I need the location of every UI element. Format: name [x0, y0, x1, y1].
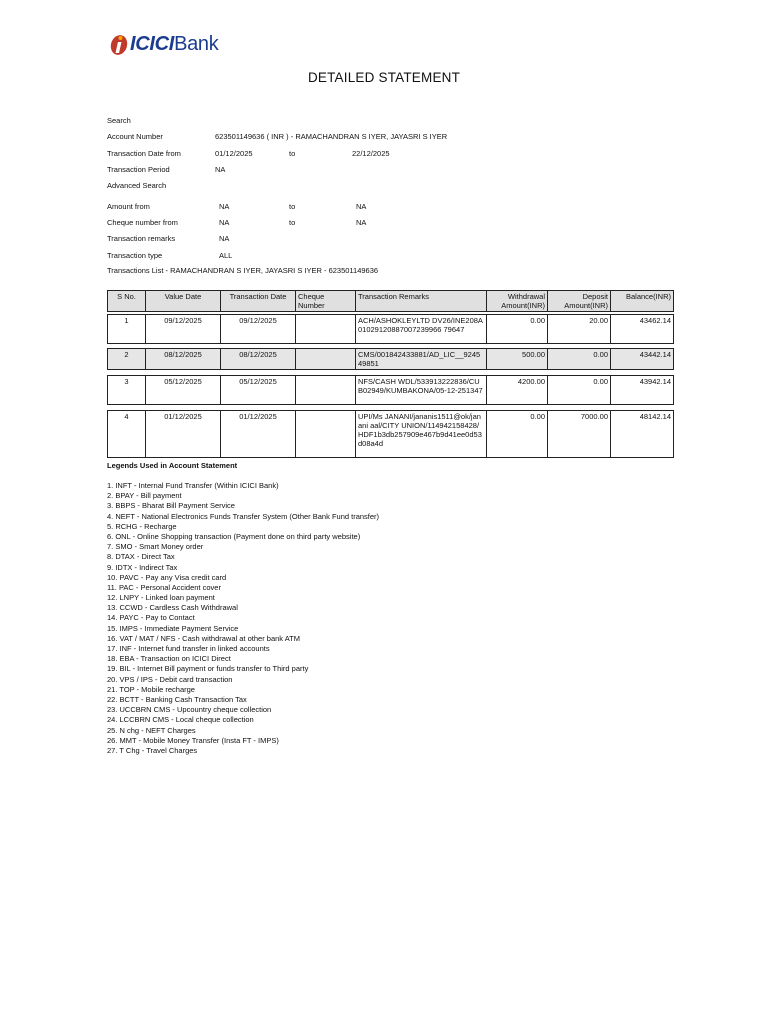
- transaction-period-value: NA: [215, 165, 226, 174]
- page-title: DETAILED STATEMENT: [307, 70, 461, 85]
- table-row: [107, 375, 674, 405]
- cell-sno: 1: [108, 315, 146, 344]
- cell-remarks: UPI/Ms JANANI/jananis1511@ok/janani aal/CITY UNION/114942158428/HDF1b3db257909e467b9d41ee0d53d08a4d: [356, 411, 487, 458]
- transaction-type-label: Transaction type: [107, 251, 163, 260]
- header-cheque-number: Cheque Number: [296, 291, 356, 312]
- list-item: 22. BCTT - Banking Cash Transaction Tax: [107, 694, 247, 704]
- list-item: 3. BBPS - Bharat Bill Payment Service: [107, 501, 235, 511]
- amount-to-label: to: [289, 202, 296, 211]
- list-item: 1. INFT - Internal Fund Transfer (Within ICICI Bank): [107, 481, 279, 490]
- list-item: 10. PAVC - Pay any Visa credit card: [107, 572, 227, 582]
- cell-transaction-date: 05/12/2025: [221, 376, 296, 405]
- list-item: 7. SMO - Smart Money order: [107, 542, 204, 552]
- list-item: 17. INF - Internet fund transfer in linked accounts: [107, 644, 270, 653]
- amount-from-value: NA: [219, 202, 230, 211]
- cheque-from-value: NA: [219, 218, 230, 227]
- cell-withdrawal: 0.00: [487, 411, 548, 458]
- date-to-value: 22/12/2025: [352, 149, 390, 158]
- cell-cheque-number: [296, 349, 356, 370]
- legend-title: Legends Used in Account Statement: [107, 461, 238, 470]
- table-row: [107, 410, 674, 458]
- header-balance: Balance(INR): [611, 291, 674, 312]
- list-item: 5. RCHG - Recharge: [107, 521, 177, 531]
- cell-cheque-number: [296, 376, 356, 405]
- transaction-remarks-label: Transaction remarks: [107, 234, 176, 243]
- header-withdrawal: Withdrawal Amount(INR): [487, 291, 548, 312]
- list-item: 13. CCWD - Cardless Cash Withdrawal: [107, 603, 238, 613]
- header-value-date: Value Date: [146, 291, 221, 312]
- list-item: 6. ONL - Online Shopping transaction (Payment done on third party website): [107, 531, 361, 541]
- bank-logo-wordmark: ICICIBank: [130, 32, 219, 55]
- cell-withdrawal: 500.00: [487, 349, 548, 370]
- legend-list: [107, 481, 379, 756]
- cell-balance: 48142.14: [611, 411, 674, 458]
- transactions-header-table: [107, 290, 674, 312]
- list-item: 8. DTAX - Direct Tax: [107, 552, 175, 562]
- list-item: 27. T Chg - Travel Charges: [107, 745, 198, 755]
- list-item: 18. EBA - Transaction on ICICI Direct: [107, 654, 231, 664]
- bank-logo: [108, 30, 218, 58]
- cell-deposit: 20.00: [548, 315, 611, 344]
- list-item: 24. LCCBRN CMS - Local cheque collection: [107, 715, 254, 725]
- cheque-to-value: NA: [356, 218, 367, 227]
- list-item: 26. MMT - Mobile Money Transfer (Insta FT - IMPS): [107, 735, 279, 745]
- cell-deposit: 7000.00: [548, 411, 611, 458]
- cell-sno: 2: [108, 349, 146, 370]
- transaction-period-label: Transaction Period: [107, 165, 170, 174]
- amount-from-label: Amount from: [107, 202, 150, 211]
- cell-value-date: 08/12/2025: [146, 349, 221, 370]
- cell-cheque-number: [296, 411, 356, 458]
- cell-remarks: CMS/001842433881/AD_LIC__924549851: [356, 349, 487, 370]
- list-item: 14. PAYC - Pay to Contact: [107, 613, 195, 623]
- search-heading: Search: [107, 116, 131, 125]
- cell-sno: 4: [108, 411, 146, 458]
- header-transaction-date: Transaction Date: [221, 291, 296, 312]
- cell-withdrawal: 0.00: [487, 315, 548, 344]
- date-from-label: Transaction Date from: [107, 149, 181, 158]
- list-item: 23. UCCBRN CMS - Upcountry cheque collection: [107, 705, 272, 715]
- transaction-remarks-value: NA: [219, 234, 230, 243]
- cell-withdrawal: 4200.00: [487, 376, 548, 405]
- cell-balance: 43942.14: [611, 376, 674, 405]
- date-to-label: to: [289, 149, 296, 158]
- list-item: 11. PAC - Personal Accident cover: [107, 582, 221, 592]
- advanced-search-heading: Advanced Search: [107, 181, 167, 190]
- cell-remarks: NFS/CASH WDL/533913222836/CUB02949/KUMBAKONA/05-12-251347: [356, 376, 487, 405]
- date-from-value: 01/12/2025: [215, 149, 253, 158]
- list-item: 15. IMPS - Immediate Payment Service: [107, 623, 239, 633]
- list-item: 20. VPS / IPS - Debit card transaction: [107, 674, 233, 684]
- list-item: 12. LNPY - Linked loan payment: [107, 593, 215, 603]
- cell-cheque-number: [296, 315, 356, 344]
- cell-deposit: 0.00: [548, 376, 611, 405]
- header-sno: S No.: [108, 291, 146, 312]
- transactions-list-title: Transactions List - RAMACHANDRAN S IYER, JAYASRI S IYER - 623501149636: [107, 266, 379, 275]
- cheque-to-label: to: [289, 218, 296, 227]
- account-number-value: 623501149636 ( INR ) - RAMACHANDRAN S IYER, JAYASRI S IYER: [215, 132, 448, 141]
- table-row: [107, 314, 674, 344]
- cell-transaction-date: 09/12/2025: [221, 315, 296, 344]
- account-number-label: Account Number: [107, 132, 163, 141]
- list-item: 2. BPAY - Bill payment: [107, 491, 182, 501]
- cell-balance: 43442.14: [611, 349, 674, 370]
- transaction-type-value: ALL: [219, 251, 233, 260]
- header-transaction-remarks: Transaction Remarks: [356, 291, 487, 312]
- cheque-from-label: Cheque number from: [107, 218, 178, 227]
- list-item: 9. IDTX - Indirect Tax: [107, 562, 178, 572]
- list-item: 19. BIL - Internet Bill payment or funds transfer to Third party: [107, 664, 309, 674]
- amount-to-value: NA: [356, 202, 367, 211]
- cell-deposit: 0.00: [548, 349, 611, 370]
- list-item: 4. NEFT - National Electronics Funds Transfer System (Other Bank Fund transfer): [107, 511, 380, 521]
- cell-transaction-date: 01/12/2025: [221, 411, 296, 458]
- table-row: [107, 348, 674, 370]
- cell-remarks: ACH/ASHOKLEYLTD DV26/INE208A01029120887007239966 79647: [356, 315, 487, 344]
- header-deposit: Deposit Amount(INR): [548, 291, 611, 312]
- cell-transaction-date: 08/12/2025: [221, 349, 296, 370]
- cell-value-date: 05/12/2025: [146, 376, 221, 405]
- cell-balance: 43462.14: [611, 315, 674, 344]
- list-item: 25. N chg - NEFT Charges: [107, 725, 196, 735]
- list-item: 16. VAT / MAT / NFS - Cash withdrawal at other bank ATM: [107, 633, 300, 643]
- cell-value-date: 09/12/2025: [146, 315, 221, 344]
- cell-value-date: 01/12/2025: [146, 411, 221, 458]
- list-item: 21. TOP - Mobile recharge: [107, 684, 195, 694]
- bank-logo-icon: [108, 32, 128, 56]
- cell-sno: 3: [108, 376, 146, 405]
